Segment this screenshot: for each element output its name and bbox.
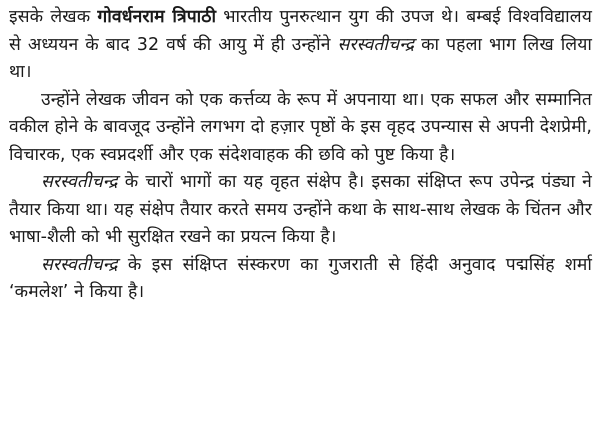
writing-career-text: उन्होंने लेखक जीवन को एक कर्त्तव्य के रूप में अपनाया था। एक सफल और सम्मानित वकील होने के बावजूद उन्होंने लगभग दो हज़ार पृष्ठों के इस वृहद उपन्यास से अपनी देशप्रेमी, विचारक, एक स्वप्नदर्शी और एक संदेशवाहक की छवि को पुष्ट किया है।	[9, 89, 592, 165]
paragraph-author-intro	[9, 4, 592, 87]
paragraph-translation	[9, 252, 592, 307]
abridgement-text: के चारों भागों का यह वृहत संक्षेप है। इसका संक्षिप्त रूप उपेन्द्र पंड्या ने तैयार किया था। यह संक्षेप तैयार करते समय उन्होंने कथा के साथ-साथ लेखक के चिंतन और भाषा-शैली को भी सुरक्षित रखने का प्रयत्न किया है।	[9, 172, 592, 247]
paragraph-abridgement	[9, 169, 592, 252]
novel-title: सरस्वतीचन्द्र	[337, 34, 415, 55]
translation-text: के इस संक्षिप्त संस्करण का गुजराती से हिंदी अनुवाद पद्मसिंह शर्मा ‘कमलेश’ ने किया है।	[9, 254, 592, 302]
author-intro-body-text: भारतीय पुनरुत्थान युग की उपज थे। बम्बई विश्वविद्यालय से अध्ययन के बाद 32 वर्ष की आयु में ही उन्होंने	[9, 7, 592, 55]
author-name: गोवर्धनराम त्रिपाठी	[97, 7, 217, 27]
author-intro-lead-text: इसके लेखक	[9, 7, 98, 27]
novel-title: सरस्वतीचन्द्र	[41, 172, 118, 192]
author-intro-closing-text: का पहला भाग लिख लिया था।	[9, 34, 592, 82]
novel-title: सरस्वतीचन्द्र	[41, 254, 118, 275]
paragraph-writing-career	[9, 87, 592, 170]
